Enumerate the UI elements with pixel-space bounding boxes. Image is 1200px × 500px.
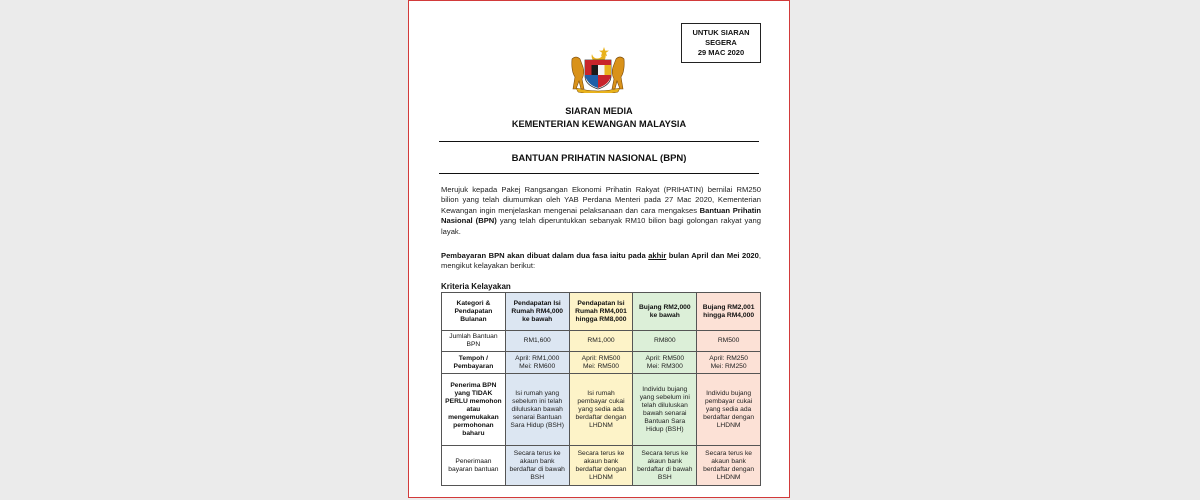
payment-paragraph bbox=[441, 251, 761, 272]
table-cell bbox=[697, 352, 761, 374]
cell-line: Mei: RM300 bbox=[646, 362, 683, 370]
payment-text: , mengikut kelayakan berikut: bbox=[441, 251, 761, 271]
intro-text-a: Merujuk kepada Pakej Rangsangan Ekonomi Prihatin Rakyat (PRIHATIN) bernilai RM250 bilion yang telah diumumkan oleh YAB Perdana Menteri pada 27 Mac 2020, Kementerian Kewangan ingin menjelaskan mengenai pelaksanaan dan cara mengakses bbox=[441, 185, 761, 215]
release-stamp bbox=[681, 23, 761, 63]
header-cell: Bujang RM2,000 ke bawah bbox=[633, 293, 697, 331]
table-cell: Secara terus ke akaun bank berdaftar dengan LHDNM bbox=[697, 446, 761, 486]
kriteria-label: Kriteria Kelayakan bbox=[441, 282, 511, 291]
row-label: Jumlah Bantuan BPN bbox=[442, 331, 506, 352]
payment-bold-a: Pembayaran BPN akan dibuat dalam dua fasa iaitu pada bbox=[441, 251, 649, 260]
press-release-document bbox=[408, 0, 790, 498]
intro-bold: Bantuan Prihatin Nasional (BPN) bbox=[441, 205, 761, 226]
table-cell: Individu bujang yang sebelum ini telah diluluskan bawah senarai Bantuan Sara Hidup (BSH) bbox=[633, 374, 697, 446]
header-cell: Pendapatan Isi Rumah RM4,000 ke bawah bbox=[505, 293, 569, 331]
row-label: Penerima BPN yang TIDAK PERLU memohon atau mengemukakan permohonan baharu bbox=[442, 374, 506, 446]
table-cell: RM500 bbox=[697, 331, 761, 352]
media-title: SIARAN MEDIA bbox=[565, 106, 633, 116]
table-row bbox=[442, 446, 761, 486]
header-cell: Pendapatan Isi Rumah RM4,001 hingga RM8,000 bbox=[569, 293, 633, 331]
stamp-line-1: UNTUK SIARAN bbox=[692, 28, 750, 37]
row-label: Tempoh / Pembayaran bbox=[442, 352, 506, 374]
table-row bbox=[442, 352, 761, 374]
row-label: Penerimaan bayaran bantuan bbox=[442, 446, 506, 486]
table-cell: Isi rumah yang sebelum ini telah diluluskan bawah senarai Bantuan Sara Hidup (BSH) bbox=[505, 374, 569, 446]
cell-line: April: RM500 bbox=[581, 354, 621, 362]
table-cell: Individu bujang pembayar cukai yang sedia ada berdaftar dengan LHDNM bbox=[697, 374, 761, 446]
table-cell: Secara terus ke akaun bank berdaftar dengan LHDNM bbox=[569, 446, 633, 486]
ministry-title: KEMENTERIAN KEWANGAN MALAYSIA bbox=[511, 119, 687, 129]
table-cell bbox=[569, 352, 633, 374]
cell-line: Mei: RM500 bbox=[582, 362, 620, 370]
table-row bbox=[442, 331, 761, 352]
table-cell: Secara terus ke akaun bank berdaftar di bawah BSH bbox=[505, 446, 569, 486]
divider-bottom bbox=[439, 173, 759, 174]
payment-bold-b: bulan April dan Mei 2020 bbox=[666, 251, 759, 260]
table-cell: RM1,000 bbox=[569, 331, 633, 352]
header-cell: Kategori & Pendapatan Bulanan bbox=[442, 293, 506, 331]
eligibility-table bbox=[441, 292, 761, 486]
table-cell: RM800 bbox=[633, 331, 697, 352]
stamp-line-3: 29 MAC 2020 bbox=[697, 48, 745, 57]
intro-paragraph bbox=[441, 185, 761, 237]
cell-line: Mei: RM250 bbox=[710, 362, 747, 370]
table-row bbox=[442, 374, 761, 446]
intro-text-b: yang telah diperuntukkan sebanyak RM10 bilion bagi golongan rakyat yang layak. bbox=[441, 216, 761, 236]
table-cell: Isi rumah pembayar cukai yang sedia ada berdaftar dengan LHDNM bbox=[569, 374, 633, 446]
subject-heading: BANTUAN PRIHATIN NASIONAL (BPN) bbox=[511, 153, 687, 164]
table-cell: Secara terus ke akaun bank berdaftar di bawah BSH bbox=[633, 446, 697, 486]
cell-line: April: RM500 bbox=[645, 354, 685, 362]
cell-line: April: RM250 bbox=[709, 354, 748, 362]
coat-of-arms-icon bbox=[568, 45, 628, 93]
table-header-row bbox=[442, 293, 761, 331]
payment-bold-underline: akhir bbox=[648, 251, 667, 260]
table-cell bbox=[505, 352, 569, 374]
header-cell: Bujang RM2,001 hingga RM4,000 bbox=[697, 293, 761, 331]
divider-top bbox=[439, 141, 759, 142]
stamp-line-2: SEGERA bbox=[705, 38, 737, 47]
table-cell: RM1,600 bbox=[505, 331, 569, 352]
cell-line: Mei: RM600 bbox=[519, 362, 556, 370]
table-cell bbox=[633, 352, 697, 374]
cell-line: April: RM1,000 bbox=[515, 354, 560, 362]
